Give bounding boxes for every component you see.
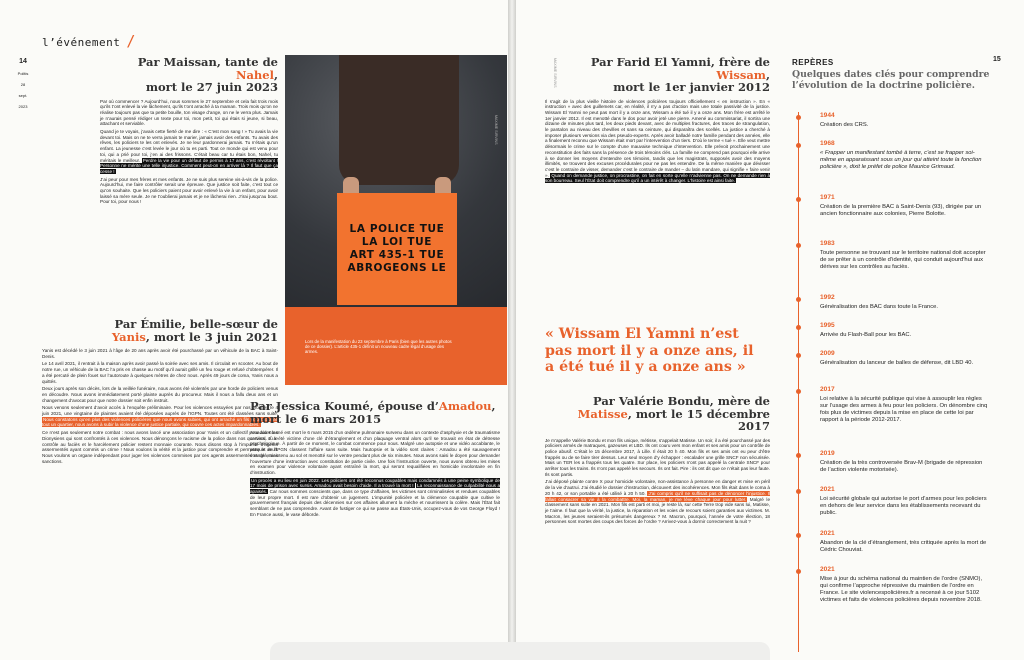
timeline-dot-icon bbox=[796, 297, 801, 302]
sign-line-2: LA LOI TUE bbox=[361, 236, 433, 248]
story-valerie-p2: J’ai déposé plainte contre X pour homicide volontaire, non-assistance à personne en danger et mise en péril de la vie d’autrui. J’ai étudié le dossier d’instruction, découvert des incohérences. Mon fils était dans le coma à 20 h 42, or son portable a été utilisé à 20 h 50. J’ai compris qu’il ne suffisait pas de dénoncer l’injustice. Il fallait consacrer sa vie à la combattre. Moi, la maman, je me lève chaque jour pour lutter. Malgré le classement sans suite en 2021. Mon fils est parti et moi, je reste là, sur cette Terre trop vide sans lui, Matisse, je t’aime. Il faut que la vérité, la justice, la réparation et les voies de recours soient garanties aux victimes. M. Macron, les jeunes seraient-ils présumés dangereux ? M. Macron, pourquoi, l’année de votre élection, 18 personnes sont mortes des coups des forces de l’ordre ? Arrivez-vous à dormir correctement la nuit ? bbox=[545, 479, 771, 525]
pull-quote: « Wissam El Yamni n’est pas mort il y a onze ans, il a été tué il y a onze ans » bbox=[545, 326, 754, 375]
page-bottom-overlay bbox=[270, 642, 770, 660]
photo-credit: MAXIME SIRVINS bbox=[494, 115, 498, 145]
sign-line-3: ART 435-1 TUE bbox=[349, 249, 445, 261]
story-maissan-heading: Par Maissan, tante de Nahel, mort le 27 juin 2023 bbox=[137, 55, 278, 94]
timeline-dot-icon bbox=[796, 243, 801, 248]
folio bbox=[14, 58, 32, 109]
timeline: 1944 Création des CRS. 1968 « Frapper un manifestant tombé à terre, c’est se frapper soi-même en apparaissant sous un jour qui atteint toute la fonction policière », dixit le préfet de police Maurice Grimaud. 1971 Création de la première BAC à Saint-Denis (93), dirigée par un ancien fonctionnaire aux colonies, Pierre Bolotte. 1983 Toute personne se trouvant sur le territoire national doit accepter de se prêter à un contrôle d’identité, qui conduit aujourd’hui aux dérives sur les contrôles au faciès. 1992 Généralisation des BAC dans toute la France. 1995 Arrivée du Flash-Ball pour les BAC. 2009 Généralisation du lanceur de balles de défense, dit LBD 40. 2017 Loi relative à la sécurité publique qui vise à assouplir les règles sur l’usage des armes à feu pour les policiers. On dénombre cinq fois plus de victimes depuis la mise en place de cette loi par rapport à la période 2012-2017. 2019 Création de la très controversée Brav-M (brigade de répression de l’action violente motorisée). 2021 Loi sécurité globale qui autorise le port d’armes pour les policiers en dehors de leur service dans les établissements recevant du public. 2021 Abandon de la clé d’étranglement, très critiquée après la mort de Cédric Chouviat. 2021 Mise à jour du schéma national du maintien de l’ordre (SNMO), qui confirme l’approche répressive du maintien de l’ordre en France. Le site violencespolicières.fr a recensé à ce jour 5102 victimes et faits de violences policières depuis novembre 2018. bbox=[792, 112, 997, 652]
timeline-dot-icon bbox=[796, 453, 801, 458]
story-emilie bbox=[42, 318, 278, 466]
folio-day: 28 bbox=[20, 82, 26, 87]
page-number-right: 15 bbox=[993, 56, 1001, 63]
section-label: l’événement / bbox=[42, 32, 136, 50]
story-farid-heading: Par Farid El Yamni, frère de Wissam, mort le 1er janvier 2012 bbox=[590, 55, 770, 94]
story-emilie-p4: Nous venons seulement d’avoir accès à l’enquête préliminaire. Pour les violences essuyées par nos proches le 4 juin 2021, une vingtaine de plaintes avaient été déposées auprès de l’IGPN. Toutes ont été classées sans suite. Nous constatons qu’en plus des violences policières que nous avons subies, qui ont arraché un fils et ont touché tout un quartier, nous avons à subir la violence d’une justice partiale, qui couvre ces actes impardonnables. bbox=[42, 405, 278, 428]
story-jessica-p1: Amadou Koumé est mort le 6 mars 2015 d’un œdème pulmonaire survenu dans un contexte d’asphyxie et de traumatisme cervical. Il a été victime d’une clé d’étranglement et d’un plaquage ventral alors qu’il se trouvait en état de détresse psychologique. À partir de ce moment, le combat commence pour nous. Malgré une autopsie et une vidéo accablante, le parquet et l’IPGN classent l’affaire sans suite. Mais l’autopsie et la vidéo sont claires : Amadou a été sauvagement étranglé, maintenu au sol et menotté sur le ventre pendant plus de six minutes. Nous avons saisi le doyen pour demander l’ouverture d’une instruction avec constitution de partie civile. Une fois l’instruction ouverte, nous avons obtenu les mises en examen pour violence volontaire ayant entraîné la mort, qui seront requalifiées en homicide involontaire en fin d’instruction. bbox=[250, 430, 500, 475]
sign-line-1: LA POLICE TUE bbox=[349, 223, 445, 235]
timeline-dot-icon bbox=[796, 115, 801, 120]
story-emilie-highlight: Nous constatons qu’en plus des violences policières que nous avons subies, qui ont arraché un fils et ont touché tout un quartier, nous avons à subir la violence d’une justice partiale, qui couvre ces actes impardonnables. bbox=[42, 416, 278, 428]
story-valerie-heading: Par Valérie Bondu, mère de Matisse, mort le 15 décembre 2017 bbox=[577, 394, 770, 433]
story-emilie-p5: Ce n’est pas seulement notre combat : nous avons lancé une association pour Yanis et un collectif pour aider les Dionysiens qui sont confrontés à ces violences. Nous dénonçons le racisme de la police dans nos quartiers, où le contrôle au faciès et le harcèlement policier restent monnaie courante. Nous disons stop à l’impunité d’agents assermentés ayant commis un crime ! Nous voulons la vérité et la justice pour comprendre et permettre le deuil. Nous voulons un organe indépendant pour juger les violences commises par ces agents assermentés et de vraies sanctions. bbox=[42, 430, 278, 464]
gutter bbox=[508, 0, 516, 660]
timeline-dot-icon bbox=[796, 389, 801, 394]
story-valerie-highlight: J’ai compris qu’il ne suffisait pas de dénoncer l’injustice. Il fallait consacrer sa vie à la combattre. Moi, la maman, je me lève chaque jour pour lutter. bbox=[545, 490, 771, 502]
timeline-dot-icon bbox=[796, 569, 801, 574]
timeline-dot-icon bbox=[796, 325, 801, 330]
story-jessica-p2: Un procès a eu lieu en juin 2022. Les policiers ont été reconnus coupables mais condamnés à une peine symbolique de 17 mois de prison avec sursis. Amadou avait besoin d’aide. Il a trouvé la mort ! La reconnaissance de culpabilité nous a apaisés. Car nous sommes conscients que, dans ce type d’affaires, les victimes sont criminalisées et rendues coupables de leur propre mort. Il est rare d’obtenir un jugement. L’impunité policière et la clémence coupable que cultive le gouvernement français depuis des décennies sur ces affaires allument la mèche et nourrissent la colère. Mais l’État fait semblant de ne pas comprendre. Avant de fustiger ce qui se passe aux États-Unis, occupez-vous de vos George Floyd ! En France aussi, le vase déborde. bbox=[250, 477, 501, 517]
section-slash-icon: / bbox=[126, 32, 136, 50]
story-emilie-p3: Deux jours après son décès, lors de la veillée funéraire, nous avons été violentés par une horde de policiers venus en découdre. Nous avons immédiatement porté plainte auprès du procureur. Mais il nous a fallu deux ans et un changement d’avocat pour que notre dossier soit enfin instruit. bbox=[42, 386, 278, 403]
story-jessica-heading: Par Jessica Koumé, épouse d’Amadou, mort le 6 mars 2015 bbox=[250, 399, 496, 426]
timeline-dot-icon bbox=[796, 489, 801, 494]
folio-publication: Politis bbox=[17, 71, 29, 76]
story-emilie-p1: Yanis est décédé le 3 juin 2021 à l’âge de 20 ans après avoir été pourchassé par un véhicule de la BAC à Saint-Denis. bbox=[42, 348, 278, 359]
protest-photo bbox=[285, 55, 507, 385]
reperes-box bbox=[792, 58, 992, 91]
folio-year: 2023 bbox=[18, 104, 28, 109]
story-farid-highlight: Quand on demande justice, on procrastine, on fait en sorte qu’elle n’advienne pas. On ne demande rien à son bourreau. Seul l’État doit comprendre qu’il a un intérêt à changer. L’histoire est ainsi faite. bbox=[545, 172, 771, 184]
story-maissan-highlight: Perdre la vie pour un défaut de permis à 17 ans, c’est révoltant ! Personne ne mérite une telle injustice. Comment peut-on en arriver là ? Il faut que ça cesse ! bbox=[100, 157, 278, 174]
timeline-dot-icon bbox=[796, 197, 801, 202]
left-page bbox=[0, 0, 508, 660]
folio-month: sept. bbox=[18, 93, 28, 98]
sign-line-4: ABROGEONS LE bbox=[347, 262, 447, 274]
timeline-dot-icon bbox=[796, 533, 801, 538]
story-farid bbox=[545, 56, 770, 186]
story-valerie-p1: Je m’appelle Valérie Bondu et mon fils unique, métisse, s’appelait Matisse. Un soir, il a été pourchassé par des policiers armés de matraques, gazeuses et LBD. Ils ont couru vers mon enfant et ses amis pour un contrôle de police abusif. C’était le 15 décembre 2017, à Lille. Il était 20 h 40. Mon fils et ses amis ont eu peur d’être frappés ou de se faire tirer dessus. Leur seul moyen d’y échapper : escalader une grille SNCF non sécurisée. Mais un TER les a frappés tous les quatre. Sur place, les policiers n’ont pas appelé la centrale SNCF pour arrêter tous les trains. Ils n’ont pas appelé les secours. Ils ont fait. Pire : ils ont dit que ce n’était pas leur faute. Ils sont partis. bbox=[545, 437, 770, 477]
reperes-title: REPÈRES bbox=[792, 58, 834, 67]
reperes-subtitle: Quelques dates clés pour comprendre l’évolution de la doctrine policière. bbox=[792, 69, 990, 91]
story-emilie-heading: Par Émilie, belle-sœur de Yanis, mort le 3 juin 2021 bbox=[111, 317, 278, 344]
protest-sign bbox=[337, 193, 457, 305]
story-jessica bbox=[250, 400, 500, 520]
story-maissan-p1: Par où commencer ? Aujourd’hui, nous sommes le 27 septembre et cela fait trois mois qu’ils t’ont enlevé la vie lâchement, qu’ils t’ont arraché à ta maman. Trois mois qu’on ne réalise toujours pas que ta petite bouille, ton visage d’ange, on ne le verra plus. Jamais je n’aurais pensé rédiger un texte pour toi, mon petit, toi qui étais si jeune, si beau, attachant et serviable. bbox=[100, 98, 278, 127]
story-maissan-p2: Quand je te voyais, j’avais cette fierté de me dire : « C’est mon sang ! » Tu avais la vie devant toi. Mais on ne te verra jamais te marier, jamais avoir des enfants. Tu avais des rêves, les policiers te les ont enlevés. Je ne leur pardonnerai jamais. Tu n’étais qu’un enfant. La jeunesse c’est levée le jour où tu es parti. Tout ce monde qui est venu pour toi, qui a prié pour toi, j’en ai des frissons. C’était beau car tu étais bon, Nahel, tu méritais le meilleur. Perdre la vie pour un défaut de permis à 17 ans, c’est révoltant ! Personne ne mérite une telle injustice. Comment peut-on en arriver là ? Il faut que ça cesse ! bbox=[100, 129, 278, 174]
story-maissan-p3: J’ai peur pour mes frères et mes enfants. Je ne suis plus sereine vis-à-vis de la police. Aujourd’hui, me faire contrôler serait une épreuve. Que justice soit faite, c’est tout ce qu’on souhaite. Que les policiers paient pour avoir enlevé la vie à un enfant, pour avoir laissé sa mère seule. Je ne t’oublierai jamais et je ne lâcherai rien. J’irai jusqu’au bout. Pour toi, pour nous ! bbox=[100, 176, 278, 205]
story-farid-p1: Il s’agit de la plus vieille histoire de violences policières toujours officiellement « en instruction ». En « instruction » avec des guillemets car, en réalité, il n’y a pas d’action mais une totale passivité de la justice. Wissam El Yamni ne peut pas mort il y a onze ans, Wissam a été tué il y a onze ans. Mon frère est arrêté le 1er janvier 2012. Il est menotté dans le dos pour avoir jeté une pierre. Amené au commissariat, il sortira une dizaine de minutes plus tard, les deux pieds devant, avec de multiples fractures, des traces de strangulation, le pantalon au niveau des chevilles et sans sa ceinture, qui disparaîtra des scellés. La justice a cherché à imposer plusieurs versions via des pseudo-experts. Après avoir balladé notre famille pendant des années, elle a finalement reconnu que Wissam était mort par l’intervention d’un tiers. D’où le terme « tué ». Elle veut mettre désormais le crime sur le compte d’une mauvaise technique d’intervention. Elle prévoit prochainement une reconstitution des faits sans la présence de trois témoins clés. La famille ne comprend pas pourquoi elle arrive à se donner les moyens d’entendre ces témoins, tandis que les magistrats, supposés avoir des moyens illimités, se trouvent des excuses procédurales pour ne pas les entendre. De la même manière que dévisser c’est le contraire de visser, demander c’est le contraire de mander – du latin mandare, qui signifie « faire venir ». Quand on demande justice, on procrastine, on fait en sorte qu’elle n’advienne pas. On ne demande rien à son bourreau. Seul l’État doit comprendre qu’il a un intérêt à changer. L’histoire est ainsi faite. bbox=[545, 98, 771, 184]
photo-caption: Lors de la manifestation du 23 septembre à Paris (bien que les autres photos de ce dossier). L’article 435-1 définit un nouveau cadre légal d’usage des armes. bbox=[305, 339, 452, 355]
timeline-dot-icon bbox=[796, 353, 801, 358]
story-maissan bbox=[100, 56, 278, 207]
page-number-left: 14 bbox=[19, 58, 27, 65]
timeline-dot-icon bbox=[796, 143, 801, 148]
story-jessica-highlight: Un procès a eu lieu en juin 2022. Les policiers ont été reconnus coupables mais condamnés à une peine symbolique de 17 mois de prison avec sursis. Amadou avait besoin d’aide. Il a trouvé la mort ! bbox=[250, 477, 500, 489]
protester-figure bbox=[339, 55, 459, 185]
right-photo-credit: MAXIME SIRVINS bbox=[553, 58, 557, 88]
story-valerie bbox=[545, 395, 770, 527]
story-emilie-p2: Le 14 avril 2021, il rentrait à la maison après avoir passé la soirée avec ses amis. Il circulait en scooter. Au bout de notre rue, un véhicule de la BAC l’a pris en chasse au motif qu’il aurait grillé un feu rouge et refusé d’obtempérer. Il a été percuté de plein fouet sur l’autoroute à quelques mètres de chez nous. Après 49 jours de coma, Yanis nous a quittés. bbox=[42, 361, 278, 384]
story-jessica-highlight-2: La reconnaissance de culpabilité nous a apaisés. bbox=[250, 483, 500, 495]
